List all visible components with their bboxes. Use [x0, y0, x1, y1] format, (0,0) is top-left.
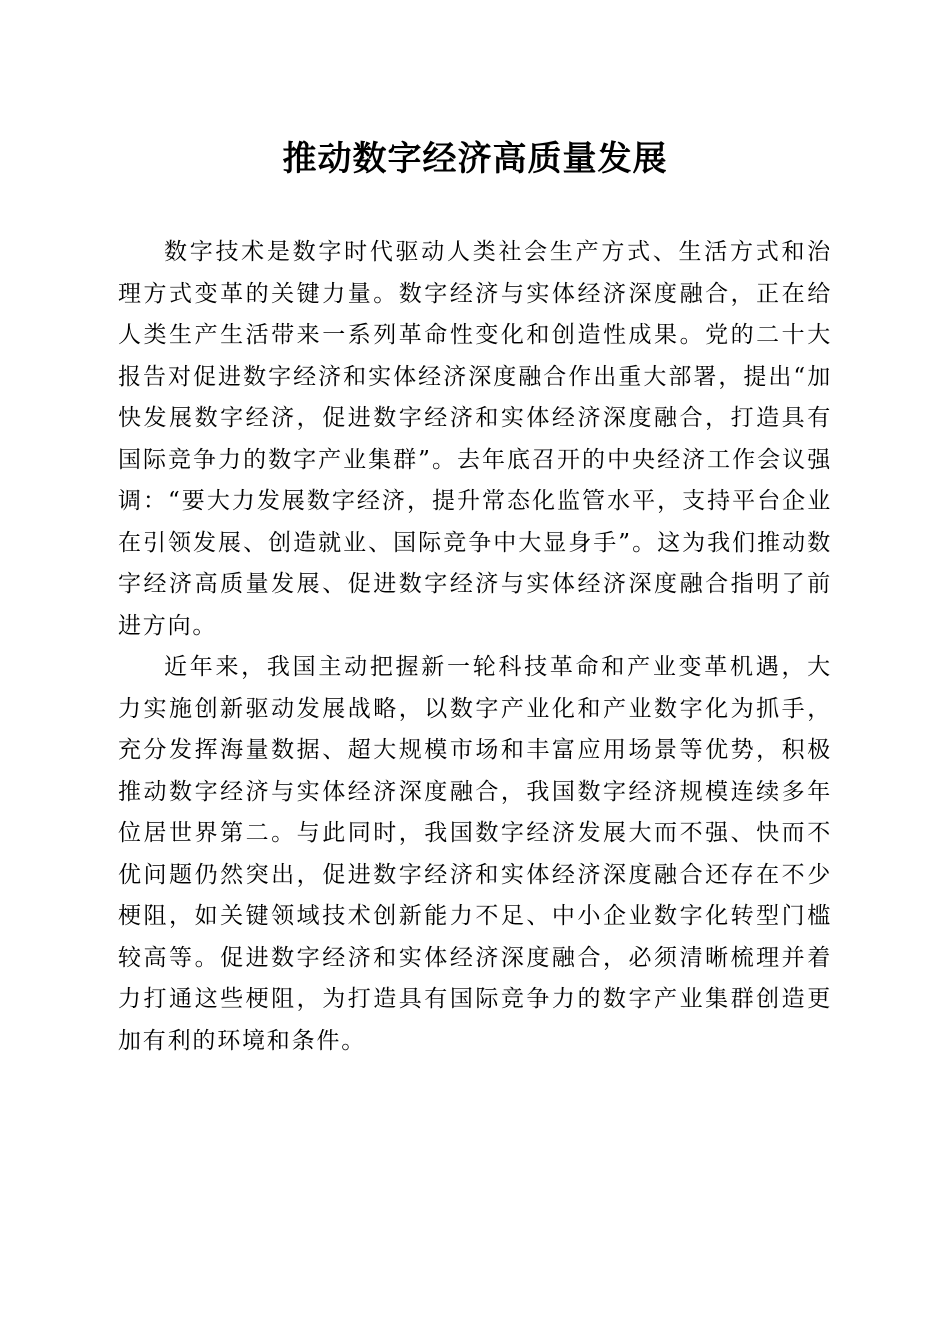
- document-body: [118, 232, 832, 1062]
- document-title: 推动数字经济高质量发展: [282, 139, 668, 179]
- paragraph-2: 近年来，我国主动把握新一轮科技革命和产业变革机遇，大力实施创新驱动发展战略，以数字产业化和产业数字化为抓手，充分发挥海量数据、超大规模市场和丰富应用场景等优势，积极推动数字经济与实体经济深度融合，我国数字经济规模连续多年位居世界第二。与此同时，我国数字经济发展大而不强、快而不优问题仍然突出，促进数字经济和实体经济深度融合还存在不少梗阻，如关键领域技术创新能力不足、中小企业数字化转型门槛较高等。促进数字经济和实体经济深度融合，必须清晰梳理并着力打通这些梗阻，为打造具有国际竞争力的数字产业集群创造更加有利的环境和条件。: [118, 654, 832, 1054]
- paragraph-1: 数字技术是数字时代驱动人类社会生产方式、生活方式和治理方式变革的关键力量。数字经济与实体经济深度融合，正在给人类生产生活带来一系列革命性变化和创造性成果。党的二十大报告对促进数字经济和实体经济深度融合作出重大部署，提出“加快发展数字经济，促进数字经济和实体经济深度融合，打造具有国际竞争力的数字产业集群”。去年底召开的中央经济工作会议强调：“要大力发展数字经济，提升常态化监管水平，支持平台企业在引领发展、创造就业、国际竞争中大显身手”。这为我们推动数字经济高质量发展、促进数字经济与实体经济深度融合指明了前进方向。: [118, 239, 832, 639]
